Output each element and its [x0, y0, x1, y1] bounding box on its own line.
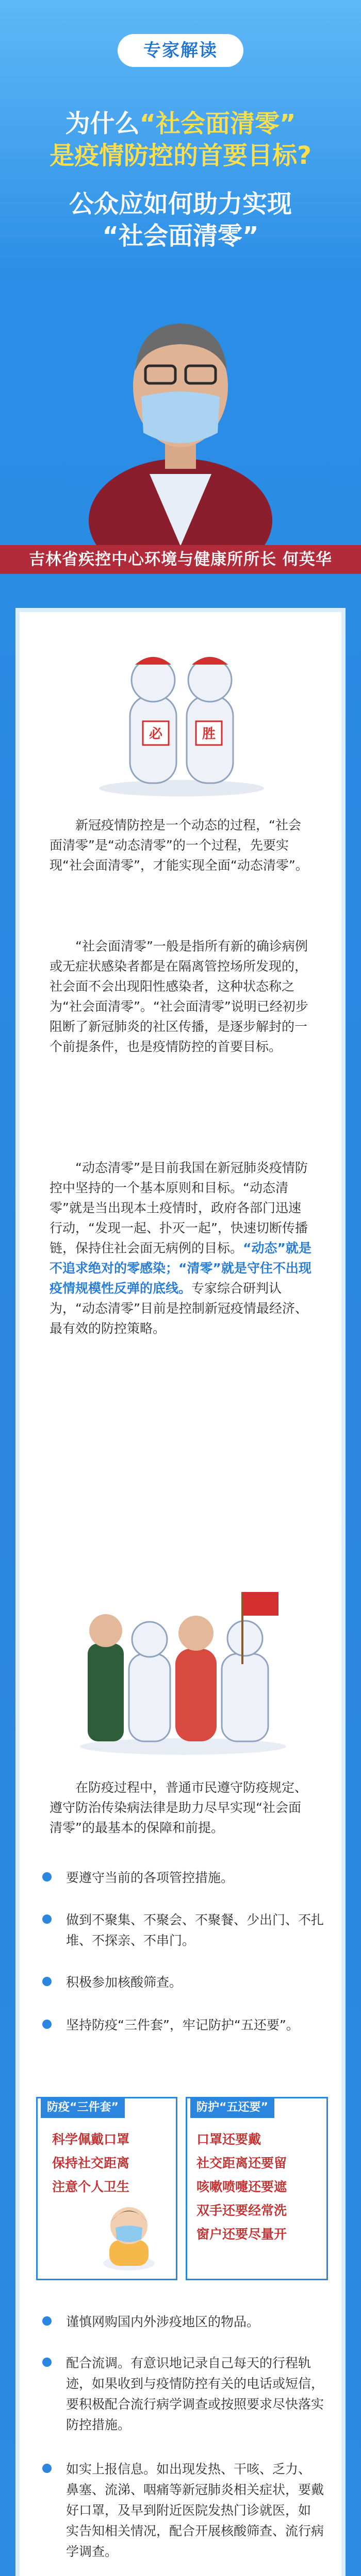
paragraph-2-segment-1: “社会面清零”一般是指所有新的确诊病例或无症状感染者都是在隔离管控场所发现的，社会面不会出现阳性感染者，这种状态称之为“社会面清零”。“社会面清零”说明已经初步阻断了新冠肺炎的社区传播，是逐步解封的一个前提条件，也是疫情防控的首要目标。	[50, 939, 308, 1054]
bullet-dot-icon	[42, 2020, 52, 2029]
paragraph-2	[50, 936, 314, 1057]
expert-caption: 吉林省疾控中心环境与健康所所长 何英华	[29, 550, 332, 569]
five-musts-line-2: 社交距离还要留	[196, 2156, 287, 2171]
bullet-a-4-text: 坚持防疫“三件套”，牢记防护“五还要”。	[66, 2018, 299, 2032]
three-items-line-2: 保持社交距离	[52, 2156, 130, 2171]
flag-left-text: 必	[149, 726, 163, 742]
title-line-1-highlight: “社会面清零”	[139, 109, 296, 138]
five-musts-tag-pre: 防护	[196, 2101, 220, 2114]
cap-right-icon	[192, 657, 228, 665]
volunteer-figure	[175, 1649, 217, 1741]
three-items-tag	[41, 2097, 125, 2118]
bullet-a-1-text: 要遵守当前的各项管控措施。	[66, 1870, 234, 1885]
medical-workers-illustration	[89, 634, 274, 799]
medic-figure-1	[129, 1654, 170, 1741]
ground-shadow	[99, 780, 264, 796]
header-badge: 专家解读	[118, 34, 243, 67]
bullet-dot-icon	[42, 1872, 52, 1882]
three-items-line-1: 科学佩戴口罩	[52, 2132, 130, 2147]
worker-right-head	[188, 658, 232, 702]
three-items-tag-pre: 防疫	[47, 2101, 70, 2114]
bullet-dot-icon	[42, 2358, 52, 2367]
bullet-b-3-segment-3: 如实告知相关情况，配合开展核酸筛查、流行病学调查。	[66, 2503, 324, 2559]
paragraph-4	[50, 1777, 314, 1838]
medic-head-2	[227, 1621, 262, 1656]
five-musts-line-4: 双手还要经常洗	[196, 2203, 287, 2218]
volunteer-head	[178, 1616, 214, 1651]
bullet-b-2-segment-1: 配合流调。有意识地记录自己每天的行程轨迹，如果收到与疫情防控有关的电话或短信，要积极配合流行病学调查或按照要求尽快落实防控措施。	[66, 2355, 324, 2432]
bullet-b-1-text	[66, 2312, 324, 2332]
title-line-2: 是疫情防控的首要目标?	[50, 141, 311, 170]
title-line-1-pre: 为什么	[65, 109, 140, 138]
kid-mask-icon	[116, 2226, 142, 2242]
bullet-dot-icon	[42, 2464, 52, 2473]
title-line-3: 公众应如何助力实现	[69, 190, 292, 218]
bullet-dot-icon	[42, 1977, 52, 1986]
five-musts-line-1: 口罩还要戴	[196, 2132, 261, 2147]
cap-left-icon	[135, 657, 171, 665]
title-line-1	[0, 108, 361, 139]
bullet-b-3-segment-1: 如实上报信息。	[66, 2462, 157, 2477]
paragraph-3-segment-2: “动态”就是不追求绝对的零感染；“清零”就是守住不出现疫情规模性反弹的底线。	[50, 1241, 311, 1296]
expert-portrait	[88, 258, 273, 546]
medic-head-1	[132, 1622, 167, 1657]
bullet-dot-icon	[42, 1914, 52, 1924]
three-items-tag-quote: “三件套”	[70, 2101, 119, 2114]
masked-child-icon	[98, 2194, 160, 2271]
five-musts-line-5: 窗户还要尽量开	[196, 2227, 287, 2242]
bullet-b-2-text	[66, 2353, 324, 2435]
flag-right-text: 胜	[202, 726, 216, 742]
five-musts-line-3: 咳嗽喷嚏还要遮	[196, 2179, 287, 2194]
three-items-line-3: 注意个人卫生	[52, 2179, 130, 2194]
paragraph-3-segment-3: 专家综合研判认为，“动态清零”目前是控制新冠疫情最经济、最有效的防控策略。	[50, 1281, 308, 1336]
five-musts-tag-quote: “五还要”	[219, 2101, 268, 2114]
bullet-b-1-segment-1: 谨慎网购国内外涉疫地区的物品。	[66, 2314, 260, 2329]
title-line-4: “社会面清零”	[102, 222, 259, 250]
five-musts-tag	[190, 2097, 274, 2118]
bullet-a-2-text: 做到不聚集、不聚会、不聚餐、少出门、不扎堆、不探亲、不串门。	[66, 1912, 324, 1948]
bullet-b-3-segment-2: 如出现发热、干咳、乏力、鼻塞、流涕、咽痛等新冠肺炎相关症状，要戴好口罩，及早到附近医院发热门诊就医，	[66, 2462, 324, 2518]
paragraph-4-segment-1: 在防疫过程中，普通市民遵守防疫规定、遵守防治传染病法律是助力尽早实现“社会面清零”的最基本的保障和前提。	[50, 1780, 308, 1835]
bullet-a-3-text: 积极参加核酸筛查。	[66, 1975, 183, 1990]
paragraph-1	[50, 815, 314, 875]
five-musts-box	[186, 2097, 328, 2280]
medic-figure-2	[222, 1654, 268, 1741]
red-flag-icon	[242, 1592, 278, 1616]
soldier-head	[89, 1614, 122, 1647]
worker-left-head	[132, 658, 175, 702]
bullet-b-3-text	[66, 2459, 324, 2562]
paragraph-3	[50, 1158, 314, 1338]
face-mask-icon	[141, 392, 220, 443]
soldier-figure	[88, 1643, 124, 1741]
paragraph-3-segment-1: “动态清零”是目前我国在新冠肺炎疫情防控中坚持的一个基本原则和目标。“动态清零”就是当出现本土疫情时，政府各部门迅速行动，“发现一起、扑灭一起”，快速切断传播链，保持住社会面无病例的目标。	[50, 1160, 308, 1256]
paragraph-1-segment-1: 新冠疫情防控是一个动态的过程，“社会面清零”是“动态清零”的一个过程，先要实现“社会面清零”，才能实现全面“动态清零”。	[50, 818, 308, 873]
bullet-dot-icon	[42, 2316, 52, 2326]
community-workers-illustration	[72, 1582, 294, 1757]
